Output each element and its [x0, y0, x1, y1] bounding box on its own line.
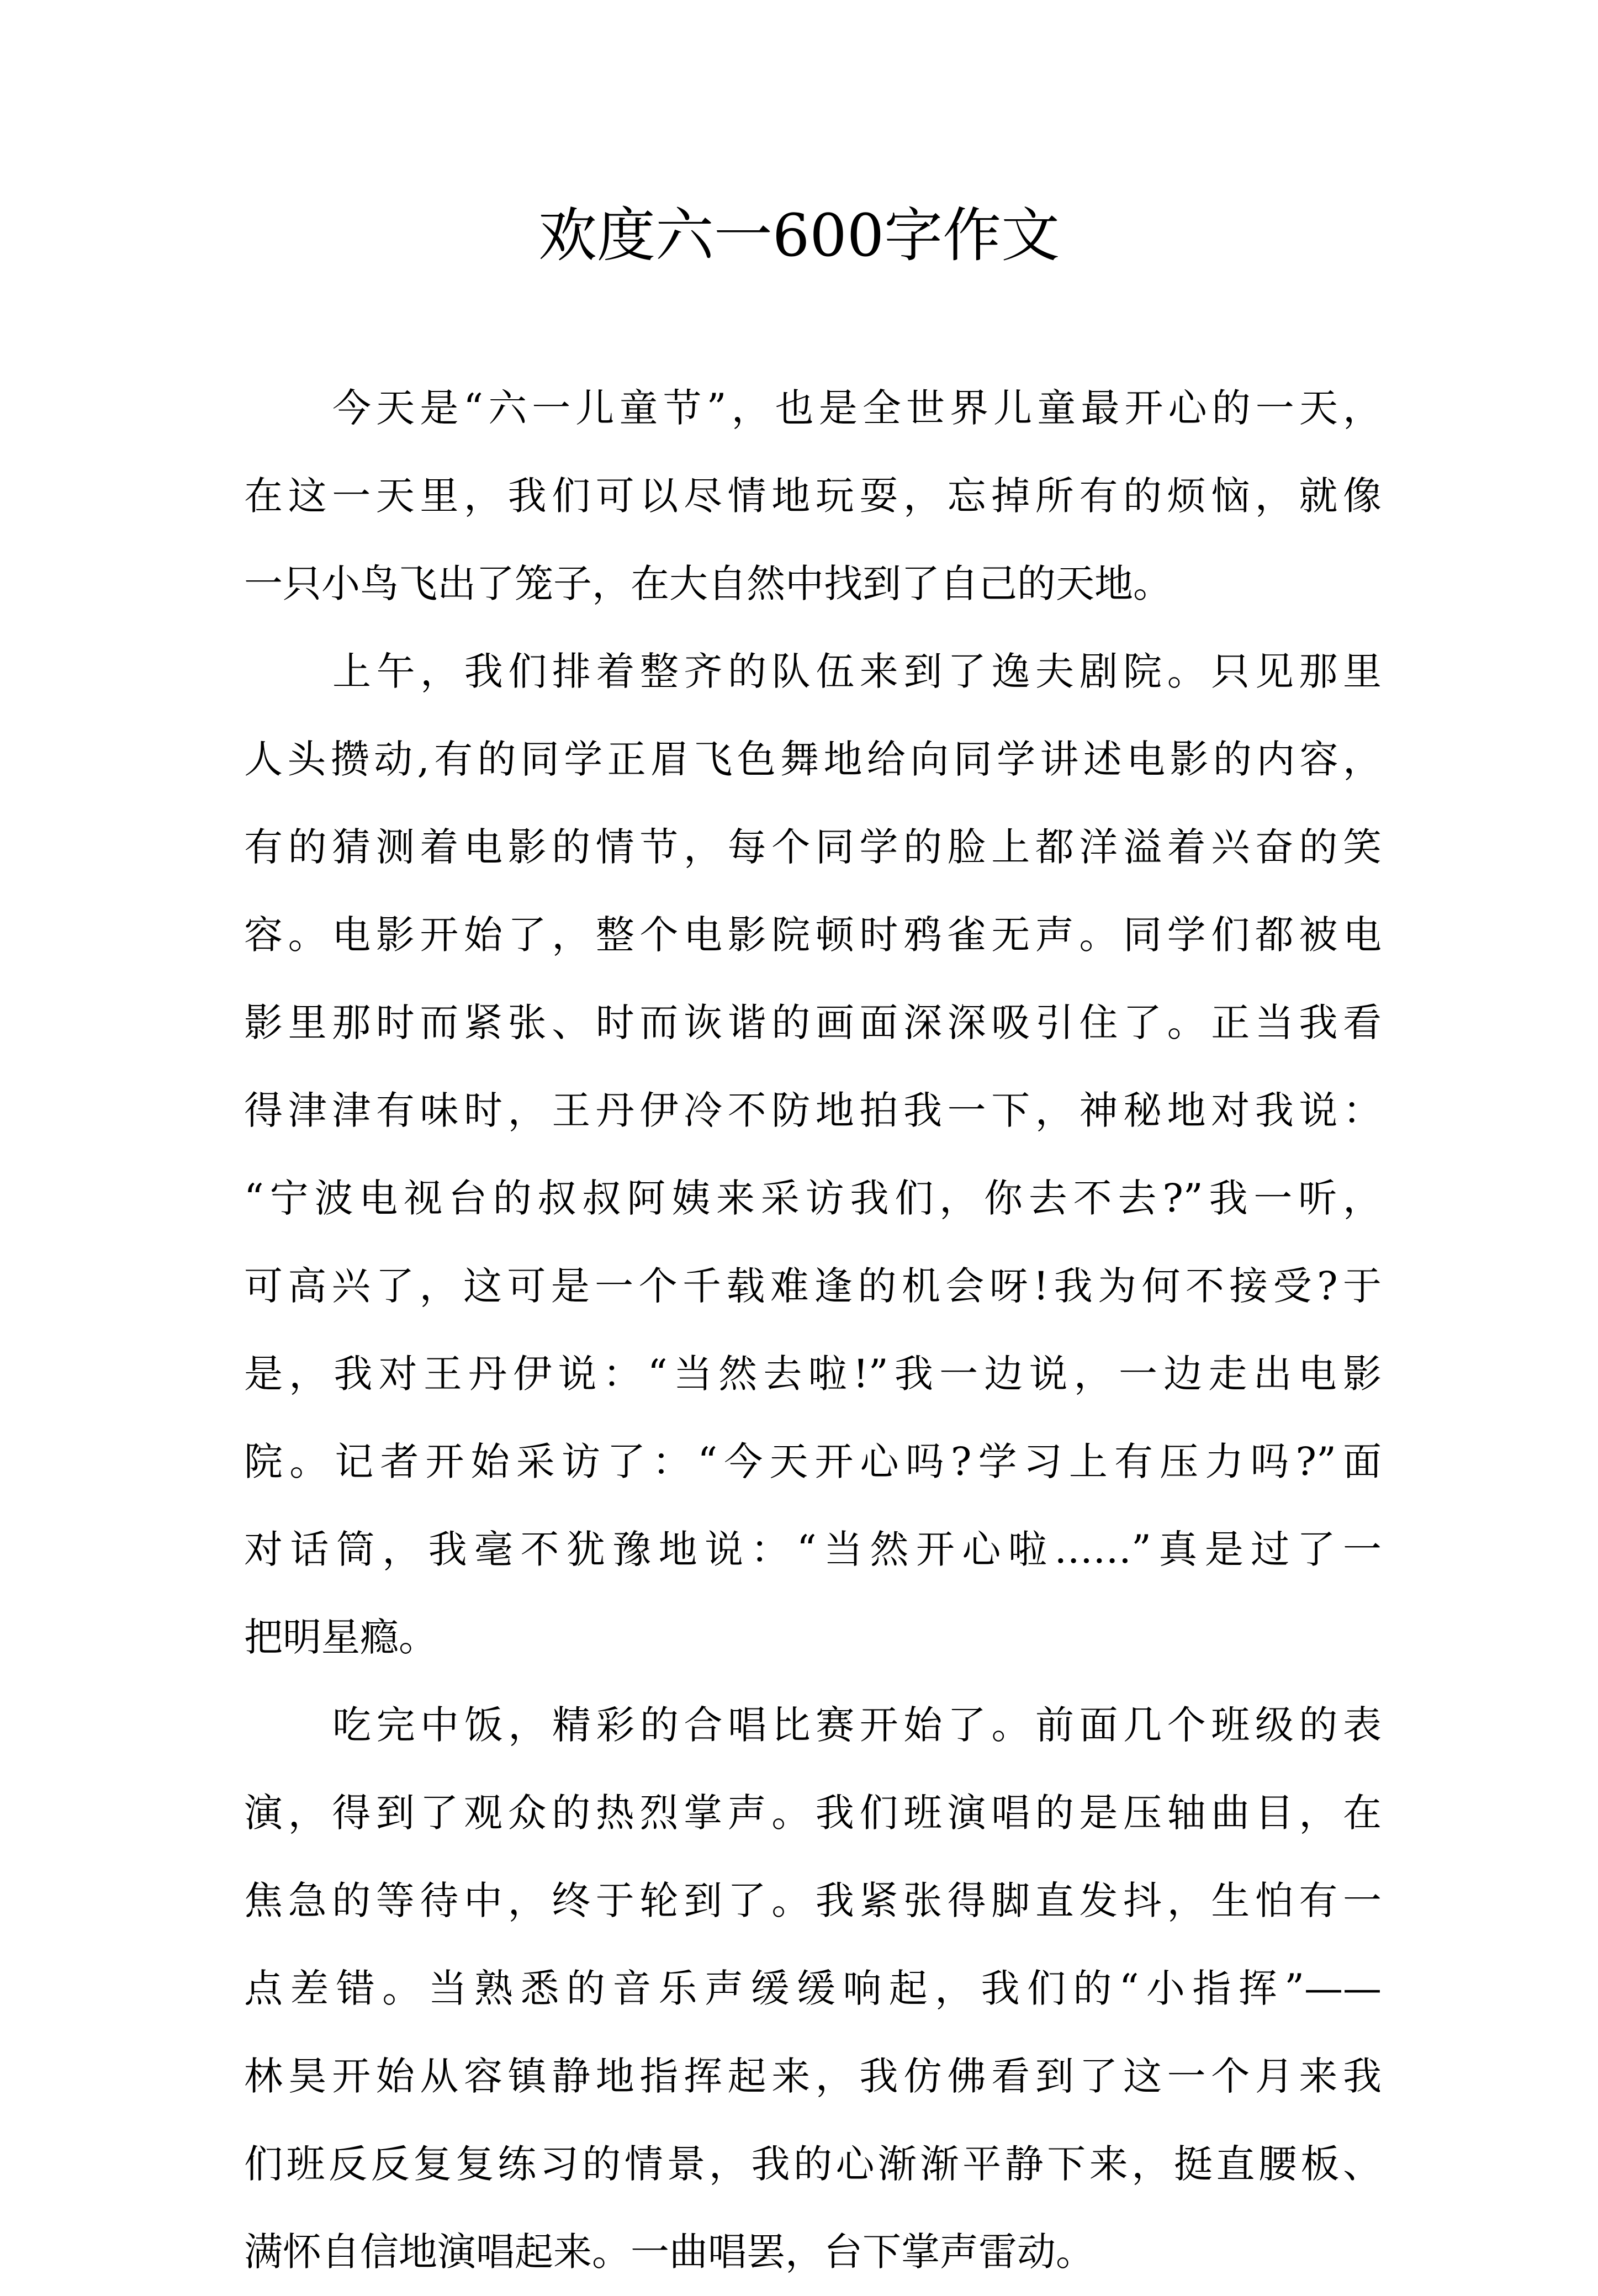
text-line: 对话筒，我毫不犹豫地说：“当然开心啦……”真是过了一: [244, 1527, 1382, 1572]
text-line: 得津津有味时，王丹伊冷不防地拍我一下，神秘地对我说：: [244, 1088, 1382, 1133]
text-line: 们班反反复复练习的情景，我的心渐渐平静下来，挺直腰板、: [244, 2141, 1382, 2187]
text-line: 上午，我们排着整齐的队伍来到了逸夫剧院。只见那里: [332, 649, 1382, 694]
text-line: 影里那时而紧张、时而诙谐的画面深深吸引住了。正当我看: [244, 1000, 1382, 1045]
paragraph-2: [244, 628, 1382, 1681]
text-line: 一只小鸟飞出了笼子，在大自然中找到了自己的天地。: [244, 561, 1172, 606]
text-line: 容。电影开始了，整个电影院顿时鸦雀无声。同学们都被电: [244, 912, 1382, 957]
text-line: 今天是“六一儿童节”，也是全世界儿童最开心的一天，: [332, 385, 1382, 431]
essay-body: [244, 364, 1382, 2296]
document-title: 欢度六一600字作文: [538, 202, 1060, 269]
text-line: 有的猜测着电影的情节，每个同学的脸上都洋溢着兴奋的笑: [244, 824, 1382, 870]
text-line: 焦急的等待中，终于轮到了。我紧张得脚直发抖，生怕有一: [244, 1878, 1382, 1923]
paragraph-3: [244, 1681, 1382, 2296]
text-line: 吃完中饭，精彩的合唱比赛开始了。前面几个班级的表: [332, 1702, 1382, 1748]
text-line: 是，我对王丹伊说：“当然去啦!”我一边说，一边走出电影: [244, 1351, 1382, 1396]
text-line: “宁波电视台的叔叔阿姨来采访我们，你去不去?”我一听，: [244, 1176, 1382, 1221]
text-line: 林昊开始从容镇静地指挥起来，我仿佛看到了这一个月来我: [244, 2054, 1382, 2099]
text-line: 演，得到了观众的热烈掌声。我们班演唱的是压轴曲目，在: [244, 1790, 1382, 1835]
text-line: 把明星瘾。: [244, 1615, 437, 1660]
text-line: 点差错。当熟悉的音乐声缓缓响起，我们的“小指挥”——: [244, 1966, 1382, 2011]
text-line: 院。记者开始采访了：“今天开心吗?学习上有压力吗?”面: [244, 1439, 1382, 1484]
text-line: 满怀自信地演唱起来。一曲唱罢，台下掌声雷动。: [244, 2229, 1094, 2274]
text-line: 在这一天里，我们可以尽情地玩耍，忘掉所有的烦恼，就像: [244, 473, 1382, 519]
paragraph-1: [244, 364, 1382, 628]
text-line: 人头攒动,有的同学正眉飞色舞地给向同学讲述电影的内容，: [244, 737, 1382, 782]
text-line: 可高兴了，这可是一个千载难逢的机会呀!我为何不接受?于: [244, 1263, 1382, 1309]
